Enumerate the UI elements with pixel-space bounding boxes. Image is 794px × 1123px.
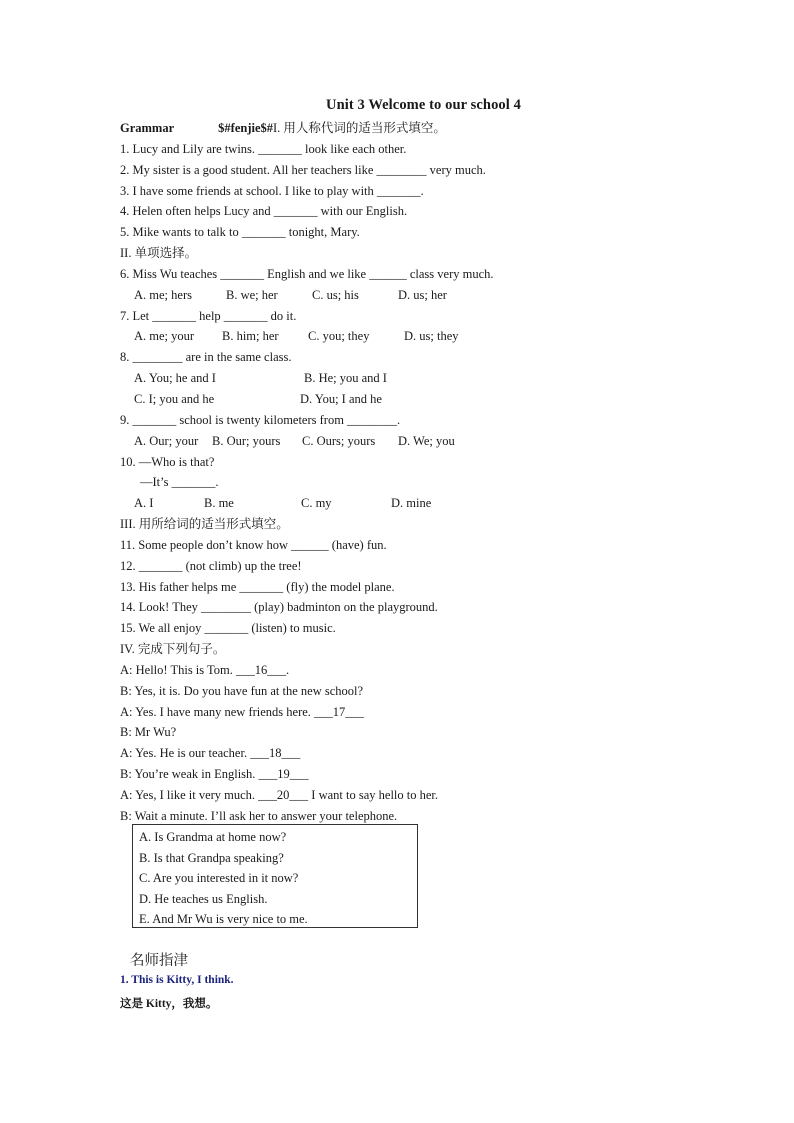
question-15: 15. We all enjoy _______ (listen) to music. (120, 621, 336, 636)
q10-option-c: C. my (301, 496, 332, 511)
tips-english: 1. This is Kitty, I think. (120, 974, 234, 986)
q8-option-d: D. You; I and he (300, 391, 382, 406)
question-14: 14. Look! They ________ (play) badminton on the playground. (120, 600, 438, 615)
question-8-options-row2 (120, 389, 760, 410)
question-6-stem: 6. Miss Wu teaches _______ English and we like ______ class very much. (120, 266, 494, 281)
dialogue-line-5: A: Yes. He is our teacher. ___18___ (120, 746, 301, 761)
q6-option-a: A. me; hers (134, 287, 192, 302)
q9-option-c: C. Ours; yours (302, 433, 376, 448)
worksheet-content (120, 118, 760, 827)
dialogue-line-4: B: Mr Wu? (120, 725, 177, 740)
dialogue-line-3: A: Yes. I have many new friends here. ___17___ (120, 704, 365, 719)
question-7-stem: 7. Let _______ help _______ do it. (120, 308, 297, 323)
question-12: 12. _______ (not climb) up the tree! (120, 558, 302, 573)
q9-option-d: D. We; you (398, 433, 455, 448)
question-9-stem: 9. _______ school is twenty kilometers from ________. (120, 412, 401, 427)
dialogue-line-8: B: Wait a minute. I’ll ask her to answer your telephone. (120, 808, 398, 823)
q6-option-c: C. us; his (312, 287, 359, 302)
q10-option-a: A. I (134, 496, 154, 511)
q10-option-b: B. me (204, 496, 234, 511)
fenjie-code: $#fenjie$# (218, 121, 274, 135)
q7-option-b: B. him; her (222, 329, 279, 344)
dialogue-line-1: A: Hello! This is Tom. ___16___. (120, 662, 290, 677)
question-4: 4. Helen often helps Lucy and _______ with our English. (120, 204, 408, 219)
q9-option-b: B. Our; yours (212, 433, 281, 448)
choice-d: D. He teaches us English. (139, 891, 268, 906)
q8-option-a: A. You; he and I (134, 371, 216, 386)
dialogue-line-7: A: Yes, I like it very much. ___20___ I want to say hello to her. (120, 788, 439, 802)
q6-option-b: B. we; her (226, 287, 278, 302)
question-13: 13. His father helps me _______ (fly) the model plane. (120, 579, 395, 594)
grammar-header (120, 118, 760, 139)
grammar-label: Grammar (120, 121, 175, 135)
question-8-stem: 8. ________ are in the same class. (120, 350, 292, 365)
section-two-title: II. 单项选择。 (120, 246, 198, 261)
tips-title: 名师指津 (130, 953, 188, 969)
question-6-options (120, 285, 760, 306)
section-three-title: III. 用所给词的适当形式填空。 (120, 517, 289, 532)
q7-option-a: A. me; your (134, 329, 195, 344)
choice-c: C. Are you interested in it now? (139, 871, 299, 886)
question-10-line2: —It’s _______. (140, 475, 219, 490)
dialogue-line-6: B: You’re weak in English. ___19___ (120, 767, 309, 782)
q7-option-d: D. us; they (404, 329, 459, 344)
question-9-options (120, 431, 760, 452)
question-1: 1. Lucy and Lily are twins. _______ look like each other. (120, 141, 407, 156)
question-5: 5. Mike wants to talk to _______ tonight, Mary. (120, 225, 360, 240)
tips-chinese: 这是 Kitty，我想。 (120, 998, 218, 1010)
q7-option-c: C. you; they (308, 329, 370, 344)
section-four-title: IV. 完成下列句子。 (120, 642, 226, 657)
q6-option-d: D. us; her (398, 287, 447, 302)
q10-option-d: D. mine (391, 496, 432, 511)
choice-b: B. Is that Grandpa speaking? (139, 850, 284, 865)
question-8-options-row1 (120, 368, 760, 389)
question-3: 3. I have some friends at school. I like to play with _______. (120, 183, 424, 198)
q9-option-a: A. Our; your (134, 433, 199, 448)
question-10-options (120, 493, 760, 514)
section-one-title: I. 用人称代词的适当形式填空。 (273, 121, 446, 135)
q8-option-c: C. I; you and he (134, 391, 215, 406)
question-10-stem: 10. —Who is that? (120, 454, 215, 469)
choice-e: E. And Mr Wu is very nice to me. (139, 912, 308, 927)
answer-choices-box (132, 824, 418, 928)
question-11: 11. Some people don’t know how ______ (have) fun. (120, 537, 387, 552)
dialogue-line-2: B: Yes, it is. Do you have fun at the new school? (120, 683, 364, 698)
choice-a: A. Is Grandma at home now? (139, 830, 287, 844)
question-2: 2. My sister is a good student. All her teachers like ________ very much. (120, 162, 486, 177)
question-7-options (120, 326, 760, 347)
q8-option-b: B. He; you and I (304, 371, 387, 386)
page-title: Unit 3 Welcome to our school 4 (326, 97, 521, 113)
